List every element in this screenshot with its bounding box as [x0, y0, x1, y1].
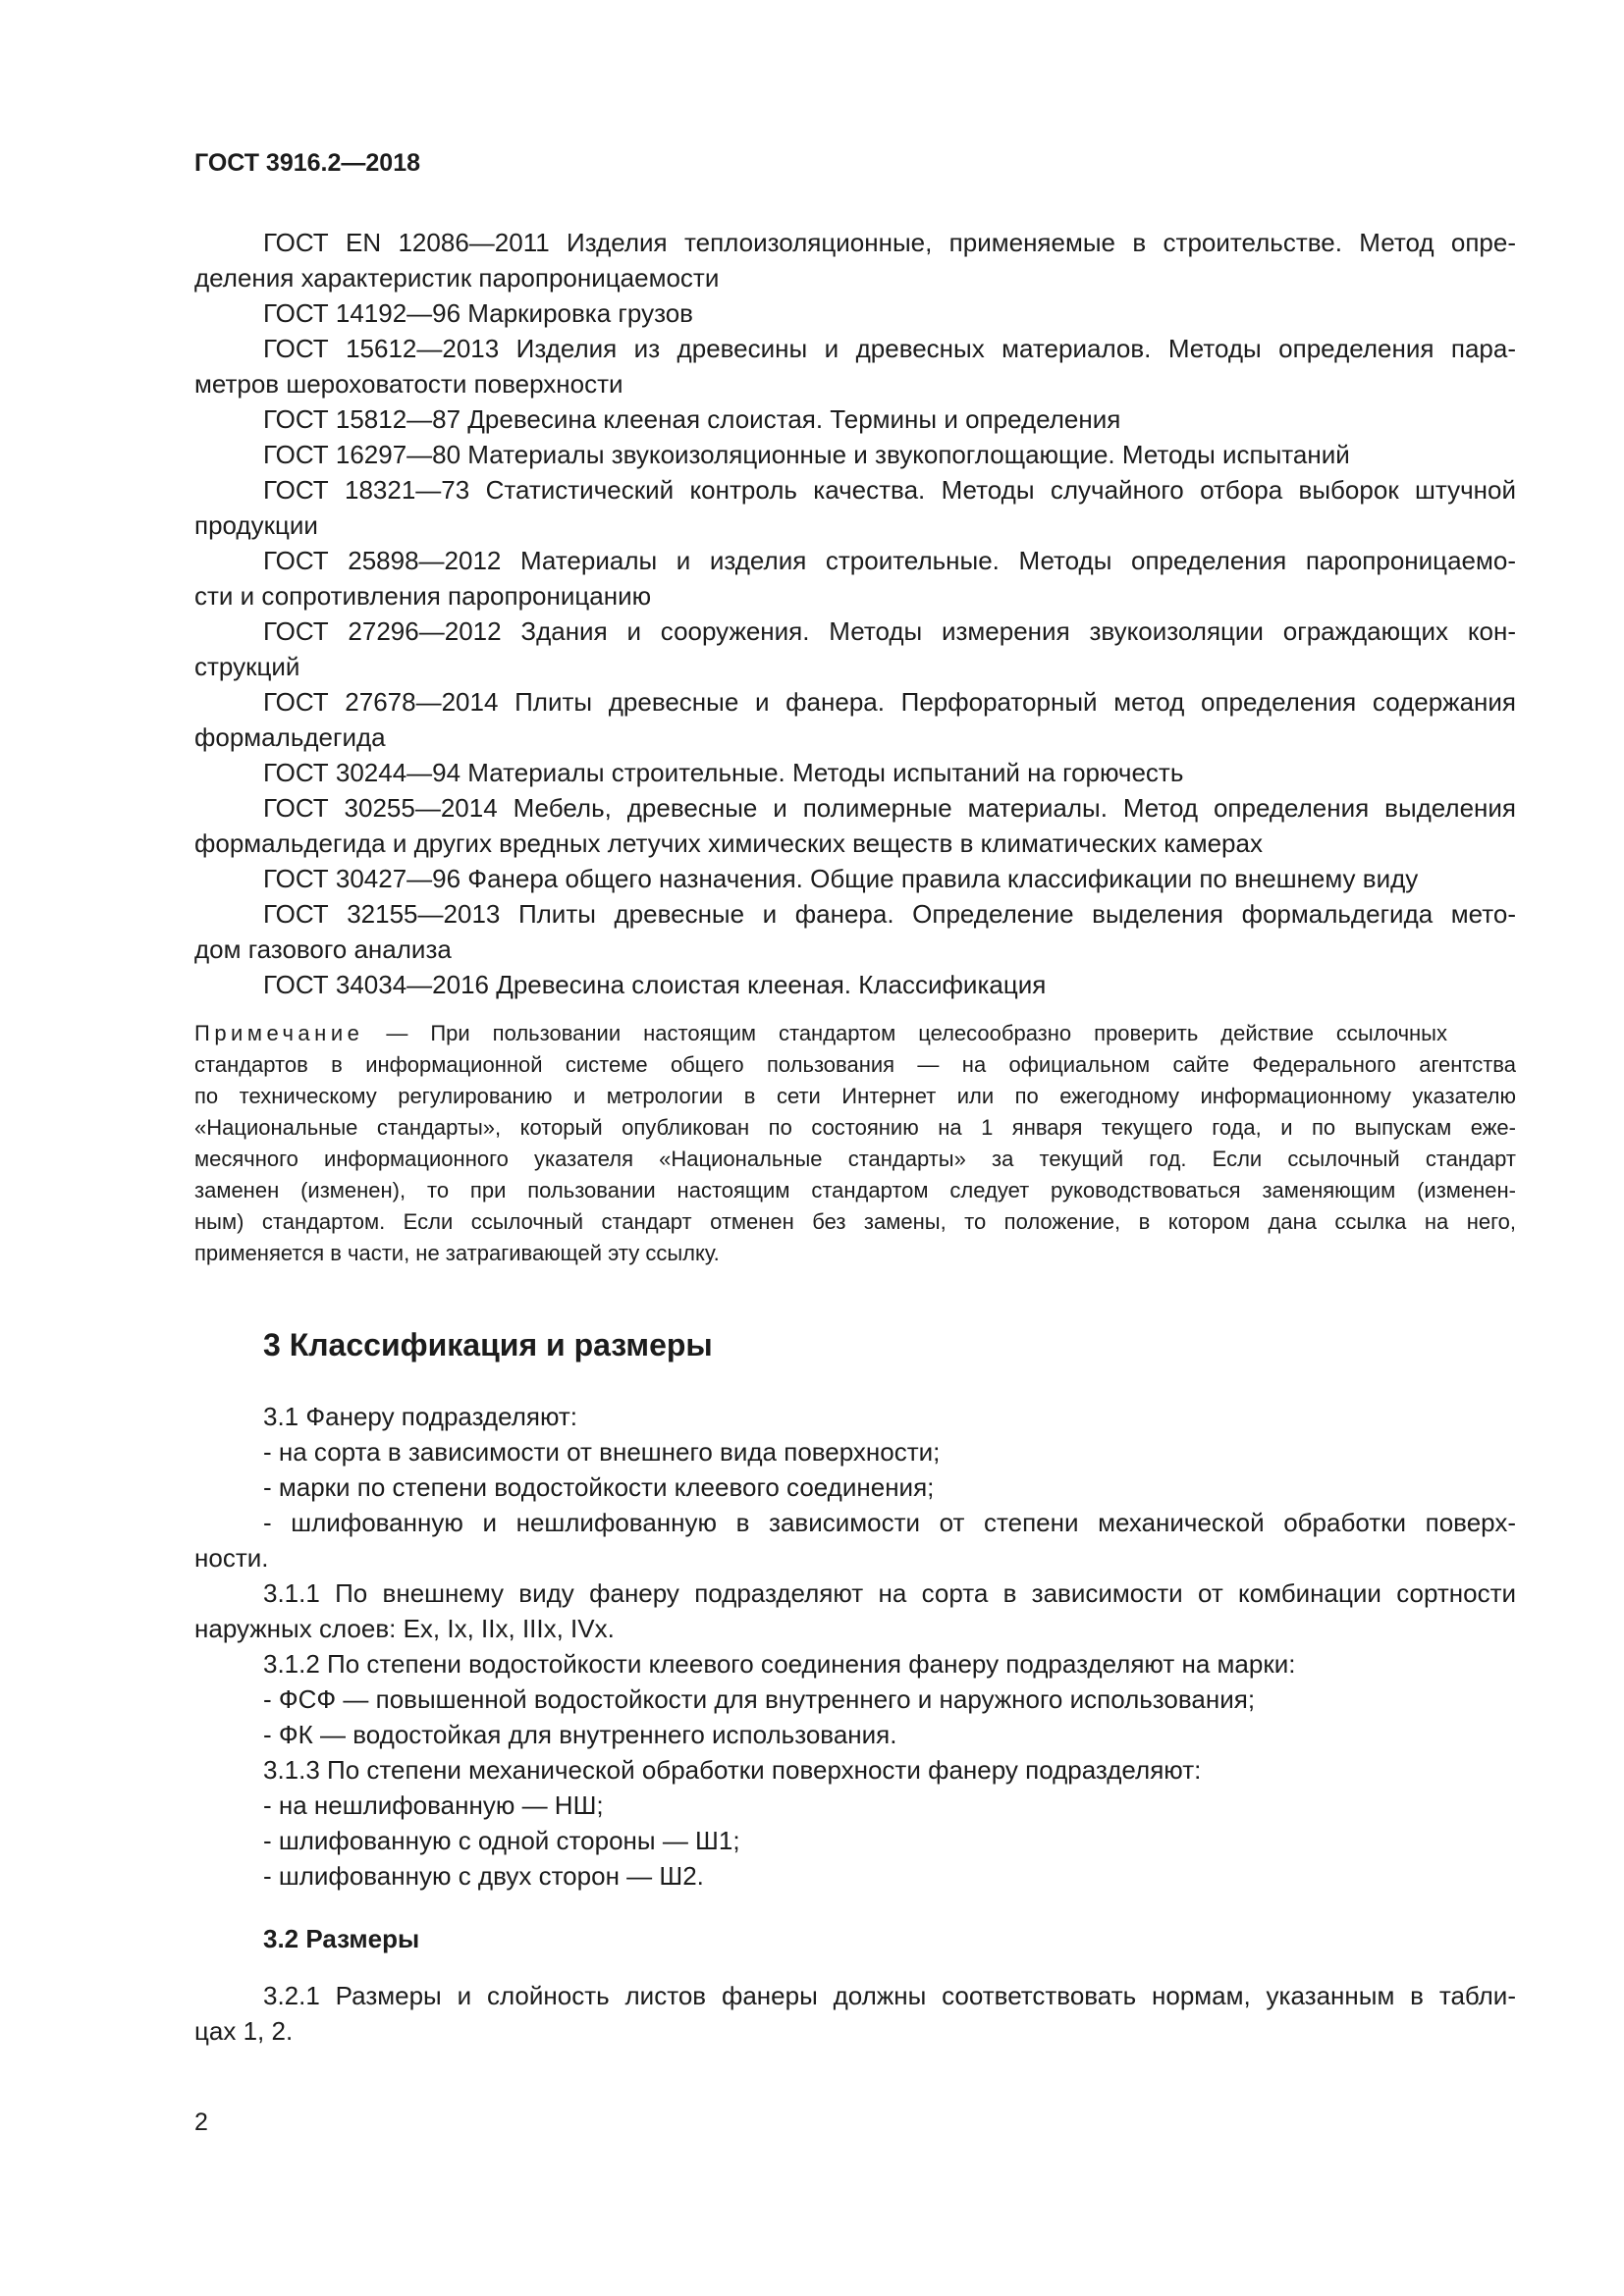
document-number-header: ГОСТ 3916.2—2018 [194, 149, 421, 177]
list-item: - на сорта в зависимости от внешнего вида поверхности; [263, 1437, 941, 1467]
ref-line: метров шероховатости поверхности [194, 369, 623, 399]
list-item: - ФК — водостойкая для внутреннего использования. [263, 1720, 897, 1749]
list-item: - шлифованную с двух сторон — Ш2. [263, 1861, 704, 1891]
ref-line: продукции [194, 510, 318, 540]
ref-line: ГОСТ 34034—2016 Древесина слоистая клееная. Классификация [263, 970, 1047, 999]
ref-line: дом газового анализа [194, 934, 452, 964]
section-title: 3 Классификация и размеры [263, 1327, 713, 1362]
paragraph: 3.2.1 Размеры и слойность листов фанеры должны соответствовать нормам, указанным в табли- [263, 1981, 1516, 2010]
ref-line: ГОСТ 15612—2013 Изделия из древесины и древесных материалов. Методы определения пара- [263, 334, 1516, 363]
ref-line: ГОСТ 32155—2013 Плиты древесные и фанера. Определение выделения формальдегида мето- [263, 899, 1516, 929]
ref-line: деления характеристик паропроницаемости [194, 263, 720, 293]
ref-line: ГОСТ 16297—80 Материалы звукоизоляционные и звукопоглощающие. Методы испытаний [263, 440, 1350, 469]
subsection-title: 3.2 Размеры [263, 1924, 420, 1953]
ref-line: струкций [194, 652, 300, 681]
ref-line: ГОСТ 30427—96 Фанера общего назначения. Общие правила классификации по внешнему виду [263, 864, 1419, 893]
ref-line: ГОСТ 27296—2012 Здания и сооружения. Методы измерения звукоизоляции ограждающих кон- [263, 616, 1516, 646]
paragraph: наружных слоев: Ех, Ix, IIх, IIIх, IVх. [194, 1614, 615, 1643]
ref-line: ГОСТ EN 12086—2011 Изделия теплоизоляционные, применяемые в строительстве. Метод опре- [263, 228, 1516, 257]
ref-line: ГОСТ 30244—94 Материалы строительные. Методы испытаний на горючесть [263, 758, 1184, 787]
list-item: - шлифованную с одной стороны — Ш1; [263, 1826, 740, 1855]
paragraph: 3.1.3 По степени механической обработки поверхности фанеру подразделяют: [263, 1755, 1202, 1785]
note-line: применяется в части, не затрагивающей эту ссылку. [194, 1241, 720, 1265]
ref-line: ГОСТ 14192—96 Маркировка грузов [263, 298, 693, 328]
paragraph: 3.1.2 По степени водостойкости клеевого соединения фанеру подразделяют на марки: [263, 1649, 1296, 1679]
note-line: по техническому регулированию и метрологии в сети Интернет или по ежегодному информационному указателю [194, 1084, 1516, 1108]
note-text: — При пользовании настоящим стандартом целесообразно проверить действие ссылочных [363, 1021, 1447, 1045]
list-item: - на нешлифованную — НШ; [263, 1790, 604, 1820]
note-line: ным) стандартом. Если ссылочный стандарт отменен без замены, то положение, в котором дана ссылка на него, [194, 1209, 1516, 1234]
ref-line: сти и сопротивления паропроницанию [194, 581, 652, 611]
note-line: месячного информационного указателя «Национальные стандарты» за текущий год. Если ссылочный стандарт [194, 1147, 1516, 1171]
ref-line: ГОСТ 15812—87 Древесина клееная слоистая. Термины и определения [263, 404, 1121, 434]
list-item: - марки по степени водостойкости клеевого соединения; [263, 1472, 935, 1502]
page-number: 2 [194, 2109, 208, 2136]
ref-line: ГОСТ 30255—2014 Мебель, древесные и полимерные материалы. Метод определения выделения [263, 793, 1516, 823]
paragraph: 3.1 Фанеру подразделяют: [263, 1402, 577, 1431]
list-item: - ФСФ — повышенной водостойкости для внутреннего и наружного использования; [263, 1684, 1256, 1714]
ref-line: формальдегида [194, 722, 386, 752]
note-label: Примечание [194, 1021, 364, 1045]
note-line: стандартов в информационной системе общего пользования — на официальном сайте Федерального агентства [194, 1052, 1516, 1077]
list-item: - шлифованную и нешлифованную в зависимости от степени механической обработки поверх- [263, 1508, 1516, 1537]
paragraph: 3.1.1 По внешнему виду фанеру подразделяют на сорта в зависимости от комбинации сортности [263, 1578, 1516, 1608]
ref-line: формальдегида и других вредных летучих химических веществ в климатических камерах [194, 828, 1263, 858]
ref-line: ГОСТ 27678—2014 Плиты древесные и фанера. Перфораторный метод определения содержания [263, 687, 1516, 717]
note-line: «Национальные стандарты», который опубликован по состоянию на 1 января текущего года, и по выпускам еже- [194, 1115, 1516, 1140]
note-line [194, 1021, 1447, 1046]
ref-line: ГОСТ 25898—2012 Материалы и изделия строительные. Методы определения паропроницаемо- [263, 546, 1516, 575]
note-line: заменен (изменен), то при пользовании настоящим стандартом следует руководствоваться заменяющим (изменен- [194, 1178, 1516, 1202]
ref-line: ГОСТ 18321—73 Статистический контроль качества. Методы случайного отбора выборок штучной [263, 475, 1516, 505]
list-item: ности. [194, 1543, 269, 1573]
paragraph: цах 1, 2. [194, 2016, 294, 2046]
